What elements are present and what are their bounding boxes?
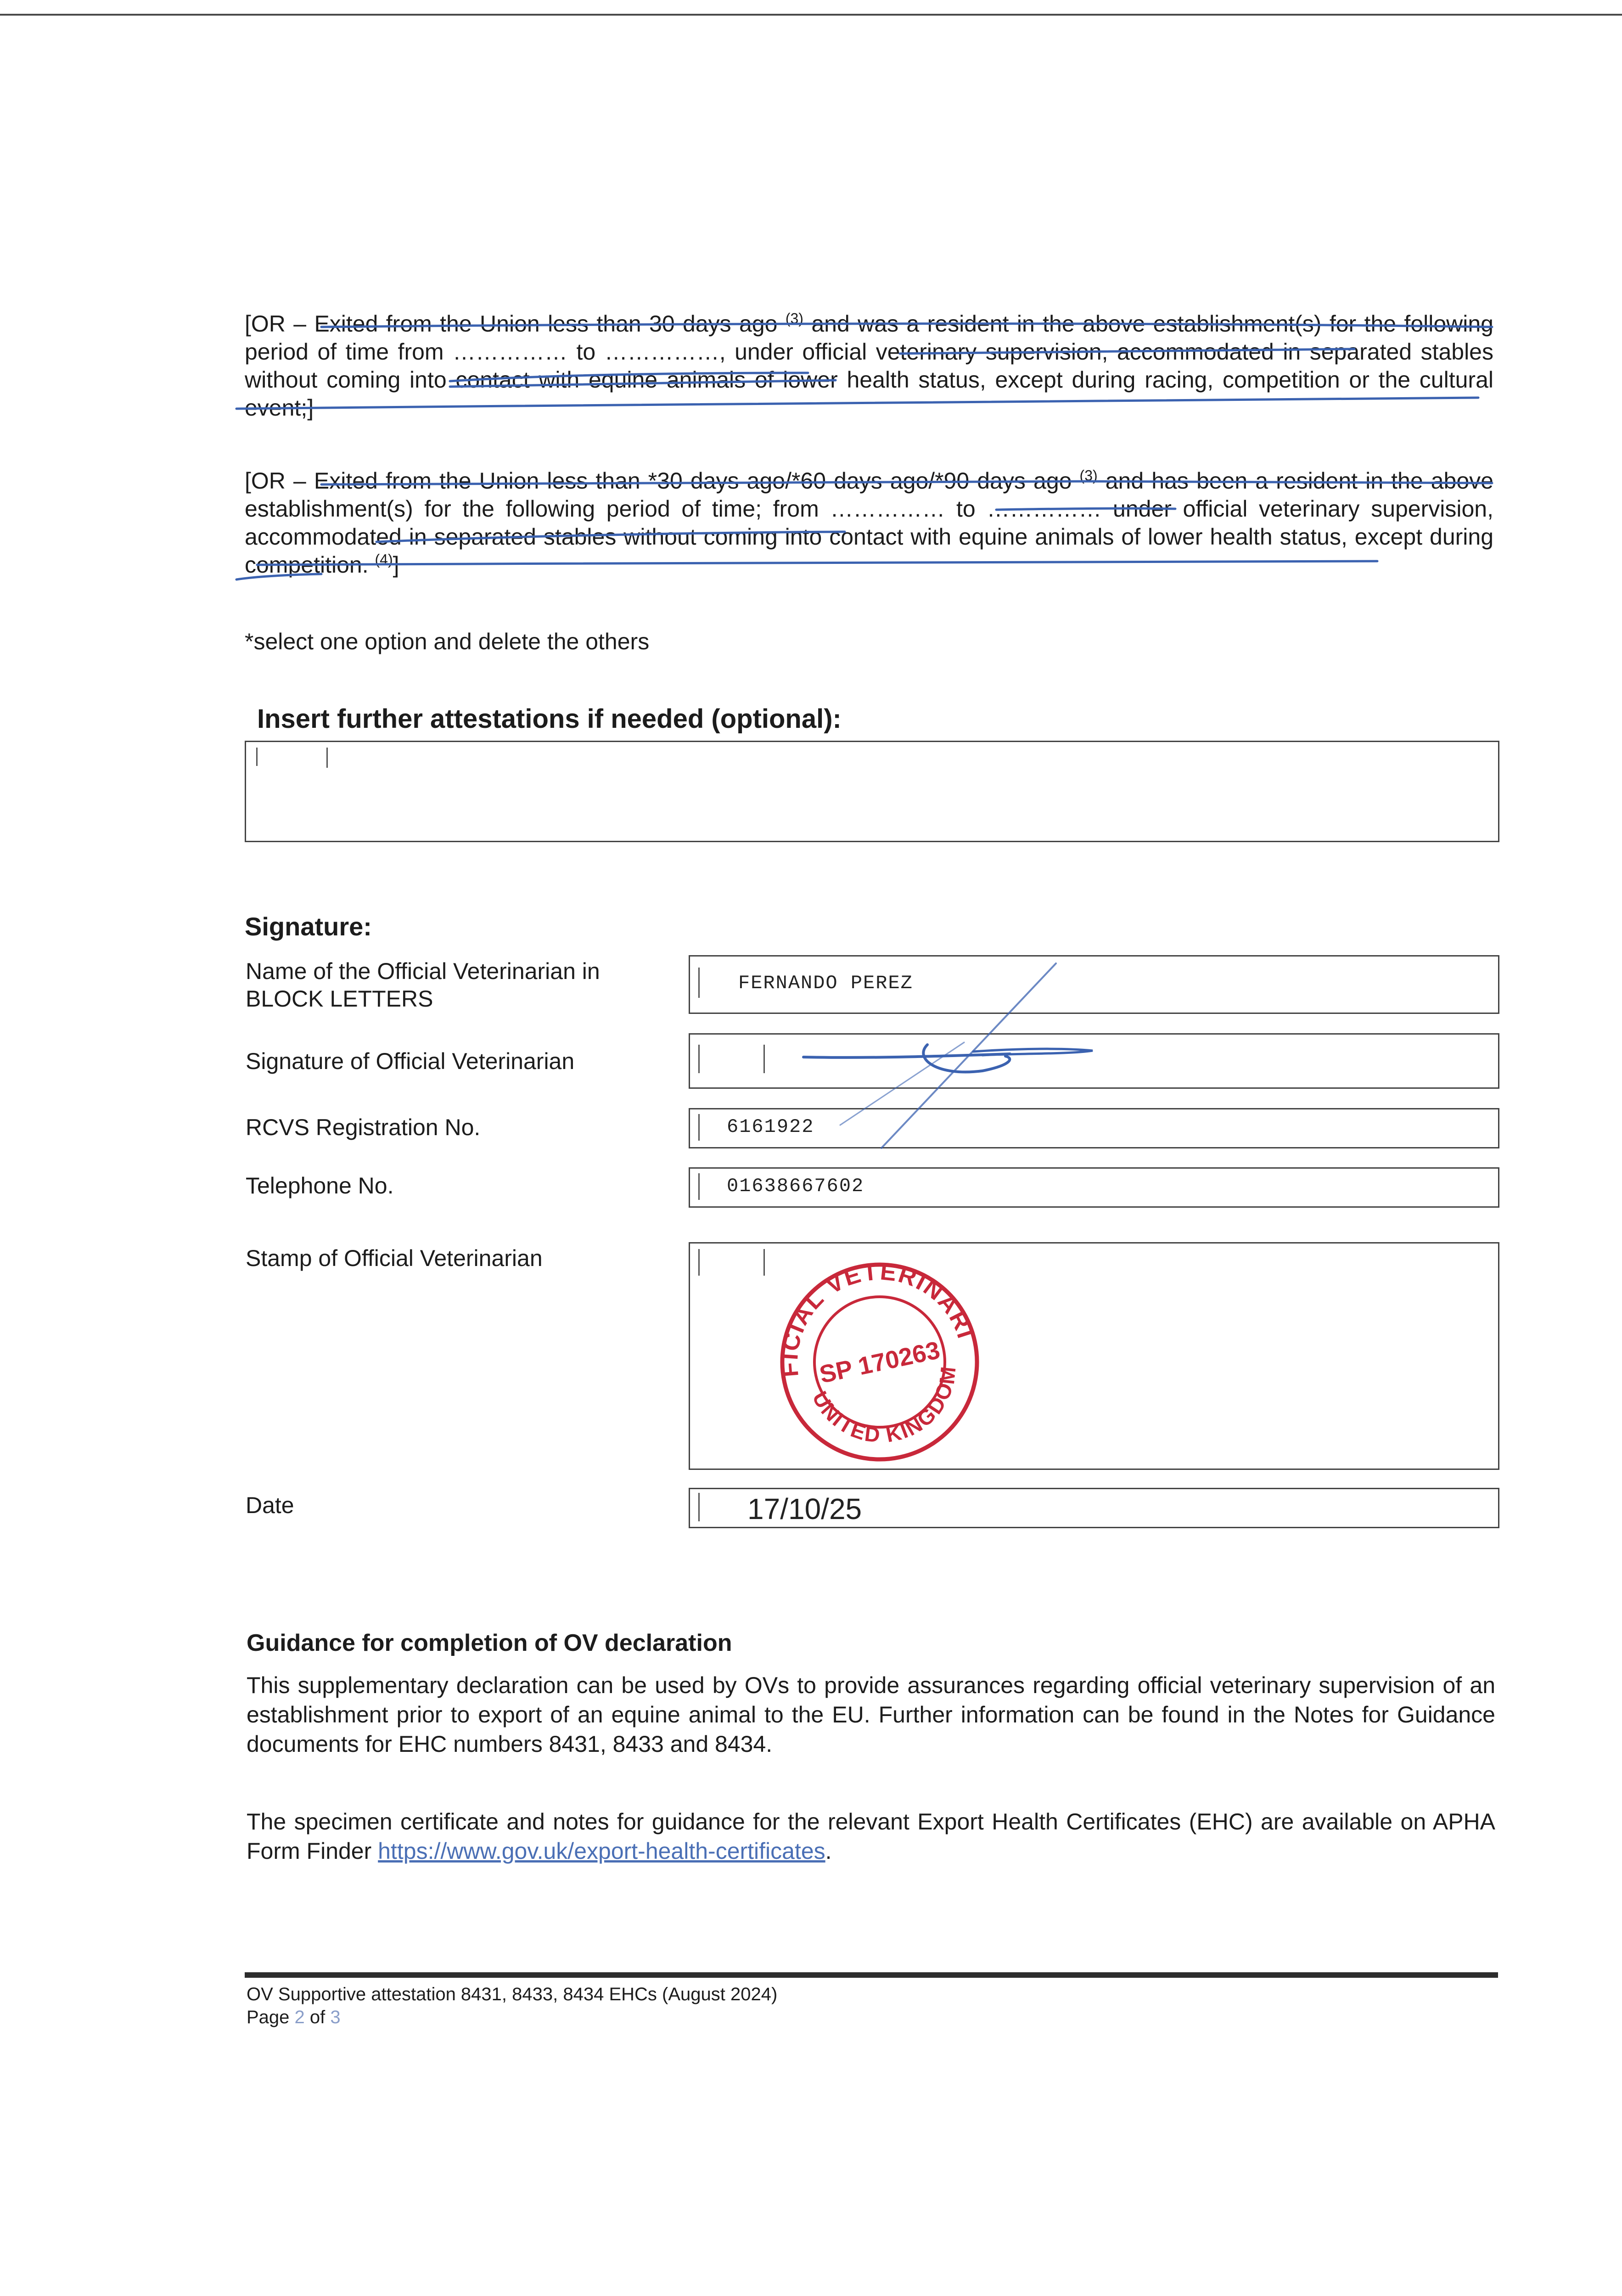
date-label: Date [246, 1492, 294, 1518]
option1-text-a: [OR – Exited from the Union less than 30 days ago [245, 311, 786, 337]
footnote-ref-4: (4) [375, 551, 393, 568]
stamp-center-text: SP 170263 [817, 1336, 943, 1389]
guidance-paragraph-1: This supplementary declaration can be used by OVs to provide assurances regarding official veterinary supervision of an establishment prior to export of an equine animal to the EU. Further information can be found in the Notes for Guidance documents for EHC numbers 8431, 8433 and 8434. [247, 1672, 1495, 1757]
date-value: 17/10/25 [747, 1492, 862, 1525]
option1-text-b: and was a resident in the above establishment(s) for the following period of time from …………… to ……………, under official veterinary supervision, accommodated in separated stables without coming into contact with equine animals of lower health status, except during racing, competition or the cultural event;] [245, 311, 1493, 421]
guidance-paragraph-2-text: The specimen certificate and notes for guidance for the relevant Export Health Certificates (EHC) are available on APHA Form Finder [247, 1809, 1495, 1864]
page-number: 2 [294, 2007, 305, 2027]
export-health-certificates-link[interactable]: https://www.gov.uk/export-health-certificates [378, 1838, 825, 1864]
option2-text-c: ] [393, 552, 399, 578]
official-veterinarian-stamp [0, 0, 1001, 1642]
option2-text-b: and has been a resident in the above establishment(s) for the following period of time; from …………… to …………… under official veterinary supervision, accommodated in separated stables without coming into contact with equine animals of lower health status, except during competition. [245, 468, 1493, 578]
further-attestations-heading: Insert further attestations if needed (optional): [257, 704, 842, 734]
rcvs-label: RCVS Registration No. [246, 1114, 481, 1140]
page-total: 3 [330, 2007, 341, 2027]
stamp-top-text: OFFICIAL VETERINARIAN [776, 1258, 980, 1379]
ov-signature-label: Signature of Official Veterinarian [246, 1048, 575, 1074]
guidance-heading: Guidance for completion of OV declaration [247, 1630, 732, 1656]
stamp-label: Stamp of Official Veterinarian [246, 1245, 543, 1271]
ov-name-label-line2: BLOCK LETTERS [246, 986, 433, 1012]
rcvs-value: 6161922 [727, 1116, 814, 1138]
signature-heading: Signature: [245, 912, 372, 941]
select-option-note: *select one option and delete the others [245, 629, 650, 654]
footnote-ref-3: (3) [1079, 467, 1098, 484]
of-word: of [304, 2007, 331, 2027]
strikethrough-lines [236, 324, 1492, 580]
stamp-bottom-text: UNITED KINGDOM [808, 1364, 960, 1447]
telephone-value: 01638667602 [727, 1175, 864, 1197]
ov-name-label-line1: Name of the Official Veterinarian in [246, 958, 600, 984]
telephone-label: Telephone No. [246, 1173, 394, 1199]
footer-document-title: OV Supportive attestation 8431, 8433, 8434 EHCs (August 2024) [247, 1984, 778, 2004]
guidance-paragraph-2-end: . [825, 1838, 832, 1864]
footnote-ref-3: (3) [785, 310, 803, 327]
page-word: Page [247, 2007, 295, 2027]
signature-scribble [803, 963, 1093, 1148]
ov-name-value: FERNANDO PEREZ [738, 972, 913, 994]
option2-text-a: [OR – Exited from the Union less than *30 days ago/*60 days ago/*90 days ago [245, 468, 1080, 494]
